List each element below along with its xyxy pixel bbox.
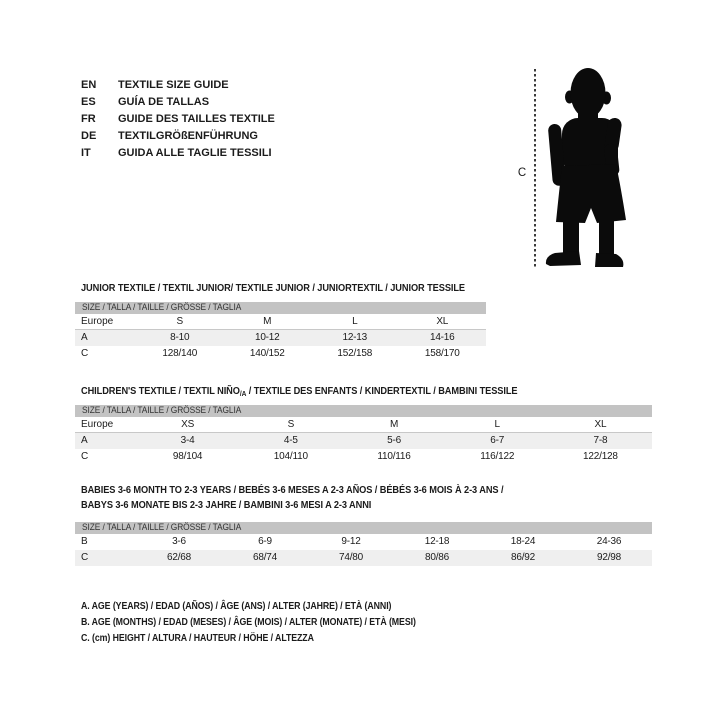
language-title: GUÍA DE TALLAS	[118, 96, 210, 108]
size-cell: XS	[181, 419, 195, 430]
language-code: DE	[81, 130, 97, 142]
height-dashed-line	[534, 69, 536, 269]
size-header-bar	[75, 522, 652, 534]
size-table-2	[75, 384, 652, 465]
row-label: Europe	[81, 316, 114, 327]
language-row-de	[81, 128, 275, 145]
title-segment: BABIES 3-6 MONTH TO 2-3 YEARS / BEBÉS 3-6 MESES A 2-3 AÑOS / BÉBÉS 3-6 MOIS À 2-3 ANS /	[81, 484, 504, 496]
title-segment: / TEXTILE DES ENFANTS / KINDERTEXTIL / BAMBINI TESSILE	[246, 385, 518, 397]
table-title	[81, 483, 652, 498]
size-cell: M	[389, 419, 399, 430]
language-row-it	[81, 145, 275, 162]
table-title-text	[81, 498, 371, 513]
row-label: A	[81, 332, 88, 343]
size-header-text: SIZE / TALLA / TAILLE / GRÖSSE / TAGLIA	[82, 405, 242, 416]
row-label: Europe	[81, 419, 114, 430]
size-header-text: SIZE / TALLA / TAILLE / GRÖSSE / TAGLIA	[82, 302, 242, 313]
row-label: A	[81, 435, 88, 446]
size-cell: 10-12	[254, 332, 280, 343]
table-title-text	[81, 384, 517, 401]
size-cell: 158/170	[424, 348, 460, 359]
table-title-text	[81, 483, 503, 498]
size-cell: S	[176, 316, 183, 327]
size-cell: 3-4	[180, 435, 195, 446]
legend-line-a	[81, 599, 461, 615]
size-cell: 128/140	[162, 348, 198, 359]
size-cell: 104/110	[273, 451, 308, 462]
size-cell: 18-24	[510, 536, 536, 547]
row-label: C	[81, 348, 89, 359]
size-cell: 122/128	[583, 451, 618, 462]
table-row-c	[75, 346, 486, 362]
size-cell: 8-10	[170, 332, 190, 343]
size-cell: L	[352, 316, 358, 327]
table-title	[81, 384, 652, 399]
toddler-silhouette	[538, 66, 630, 268]
table-row-c	[75, 550, 652, 566]
table-row-europe	[75, 314, 486, 330]
language-code: EN	[81, 79, 97, 91]
title-segment: BABYS 3-6 MONATE BIS 2-3 JAHRE / BAMBINI 3-6 MESI A 2-3 ANNI	[81, 499, 372, 511]
language-code: FR	[81, 113, 96, 125]
size-cell: 9-12	[341, 536, 361, 547]
table-row-a	[75, 433, 652, 449]
size-cell: 62/68	[166, 552, 192, 563]
size-cell: 6-7	[490, 435, 505, 446]
size-cell: 86/92	[510, 552, 536, 563]
table-title-text	[81, 281, 465, 296]
size-cell: 5-6	[387, 435, 401, 446]
size-cell: 4-5	[283, 435, 298, 446]
height-c-label: C	[517, 167, 527, 179]
language-title: TEXTILE SIZE GUIDE	[118, 79, 229, 91]
language-row-es	[81, 94, 275, 111]
size-cell: L	[494, 419, 500, 430]
legend-text: A. AGE (YEARS) / EDAD (AÑOS) / ÂGE (ANS) / ALTER (JAHRE) / ETÀ (ANNI)	[81, 601, 392, 612]
legend-line-b	[81, 615, 461, 631]
size-cell: 7-8	[593, 435, 608, 446]
size-cell: 140/152	[249, 348, 285, 359]
size-cell: 68/74	[252, 552, 278, 563]
language-title: GUIDA ALLE TAGLIE TESSILI	[118, 147, 272, 159]
language-row-en	[81, 77, 275, 94]
table-row-europe	[75, 417, 652, 433]
size-cell: 92/98	[596, 552, 622, 563]
size-cell: 116/122	[480, 451, 515, 462]
size-cell: 6-9	[258, 536, 272, 547]
table-row-c	[75, 449, 652, 465]
size-cell: 12-13	[342, 332, 368, 343]
size-table-3	[75, 483, 652, 566]
size-cell: 24-36	[596, 536, 622, 547]
row-label: B	[81, 536, 88, 547]
size-header-bar	[75, 405, 652, 417]
legend-text: B. AGE (MONTHS) / EDAD (MESES) / ÂGE (MOIS) / ALTER (MONATE) / ETÀ (MESI)	[81, 617, 416, 628]
size-cell: XL	[436, 316, 449, 327]
language-title: TEXTILGRÖßENFÜHRUNG	[118, 130, 258, 142]
size-cell: 74/80	[338, 552, 364, 563]
legend-text: C. (cm) HEIGHT / ALTURA / HAUTEUR / HÖHE / ALTEZZA	[81, 633, 314, 644]
title-segment: CHILDREN'S TEXTILE / TEXTIL NIÑO	[81, 385, 240, 397]
size-cell: 152/158	[337, 348, 373, 359]
size-cell: 12-18	[424, 536, 450, 547]
title-subscript: /A	[239, 389, 247, 398]
row-label: C	[81, 451, 89, 462]
table-title	[81, 281, 486, 296]
row-label: C	[81, 552, 89, 563]
table-title	[81, 498, 652, 513]
size-header-bar	[75, 302, 486, 314]
size-header-text: SIZE / TALLA / TAILLE / GRÖSSE / TAGLIA	[82, 522, 242, 533]
language-title: GUIDE DES TAILLES TEXTILE	[118, 113, 275, 125]
size-cell: S	[287, 419, 295, 430]
language-list	[81, 77, 275, 162]
size-cell: 14-16	[429, 332, 455, 343]
size-cell: 3-6	[172, 536, 186, 547]
language-code: ES	[81, 96, 96, 108]
language-code: IT	[81, 147, 91, 159]
size-cell: XL	[594, 419, 607, 430]
size-cell: 80/86	[424, 552, 450, 563]
legend	[81, 599, 461, 647]
size-table-1	[75, 281, 486, 362]
table-row-a	[75, 330, 486, 346]
language-row-fr	[81, 111, 275, 128]
size-cell: 98/104	[172, 451, 203, 462]
silhouette-shapes	[546, 68, 626, 267]
size-cell: 110/116	[377, 451, 411, 462]
size-cell: M	[263, 316, 272, 327]
legend-line-c	[81, 631, 461, 647]
table-row-b	[75, 534, 652, 550]
title-segment: JUNIOR TEXTILE / TEXTIL JUNIOR/ TEXTILE JUNIOR / JUNIORTEXTIL / JUNIOR TESSILE	[81, 282, 466, 294]
